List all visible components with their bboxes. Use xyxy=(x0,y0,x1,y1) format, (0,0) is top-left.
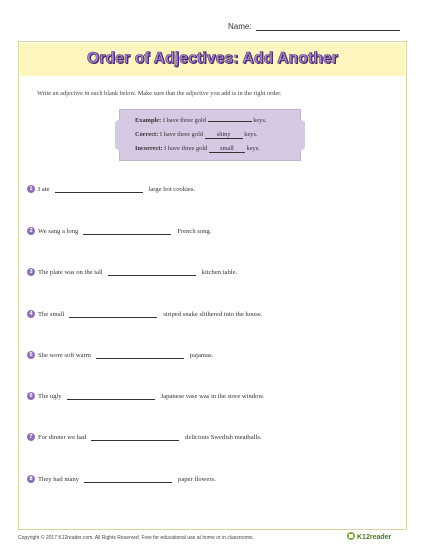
question-number-badge: 8 xyxy=(27,475,35,483)
example-label: Example: xyxy=(135,117,162,124)
question-5 xyxy=(27,351,213,359)
title-band xyxy=(20,43,405,76)
incorrect-blank: small xyxy=(209,146,245,153)
question-number-badge: 2 xyxy=(27,227,35,235)
answer-blank[interactable] xyxy=(96,351,184,359)
question-text-before: The small xyxy=(38,310,65,318)
question-1 xyxy=(27,185,195,193)
question-text-after: large hot cookies. xyxy=(148,185,196,193)
correct-blank: shiny xyxy=(205,132,243,139)
instructions: Write an adjective in each blank below. Make sure that the adjective you add is in the right order. xyxy=(37,90,282,97)
question-text-before: They had many xyxy=(38,475,80,483)
copyright-footer: Copyright © 2017 K12reader.com. All Rights Reserved. Free for educational use at home or in classrooms. xyxy=(18,535,255,541)
correct-line xyxy=(135,131,258,139)
question-6 xyxy=(27,392,264,400)
question-text-after: pajamas. xyxy=(189,351,214,359)
question-7 xyxy=(27,433,262,441)
correct-before: I have three gold xyxy=(159,131,204,138)
answer-blank[interactable] xyxy=(91,433,179,441)
correct-after: keys. xyxy=(244,131,258,138)
question-text-after: Japanese vase was in the store window. xyxy=(160,392,265,400)
name-label: Name: xyxy=(228,22,252,31)
question-text-before: She wore soft warm xyxy=(38,351,91,359)
k12reader-logo xyxy=(346,529,406,543)
worksheet-frame xyxy=(18,41,407,530)
question-text-after: striped snake slithered into the house. xyxy=(163,310,263,318)
example-line xyxy=(135,117,267,124)
logo-text: K12reader xyxy=(357,534,392,541)
example-box xyxy=(119,109,301,161)
worksheet-title: Order of Adjectives: Add Another xyxy=(87,50,338,67)
answer-blank[interactable] xyxy=(67,392,155,400)
question-number-badge: 6 xyxy=(27,392,35,400)
question-number-badge: 7 xyxy=(27,433,35,441)
question-3 xyxy=(27,268,237,276)
example-before: I have three gold xyxy=(162,117,207,124)
name-field xyxy=(228,22,400,31)
logo-book xyxy=(349,534,353,538)
question-text-before: We sang a long xyxy=(38,227,79,235)
incorrect-before: I have three gold xyxy=(164,145,208,152)
name-line[interactable] xyxy=(256,22,400,31)
question-number-badge: 5 xyxy=(27,351,35,359)
answer-blank[interactable] xyxy=(55,185,143,193)
incorrect-label: Incorrect: xyxy=(135,145,163,152)
question-text-after: French song. xyxy=(177,227,212,235)
question-text-after: kitchen table. xyxy=(201,268,238,276)
incorrect-after: keys. xyxy=(246,145,260,152)
answer-blank[interactable] xyxy=(84,475,172,483)
question-number-badge: 1 xyxy=(27,185,35,193)
question-text-before: For dinner we had xyxy=(38,433,87,441)
answer-blank[interactable] xyxy=(69,310,157,318)
question-number-badge: 4 xyxy=(27,310,35,318)
question-number-badge: 3 xyxy=(27,268,35,276)
question-text-before: The ugly xyxy=(38,392,62,400)
question-text-after: delicious Swedish meatballs. xyxy=(185,433,262,441)
answer-blank[interactable] xyxy=(108,268,196,276)
question-text-before: I ate xyxy=(38,185,50,193)
answer-blank[interactable] xyxy=(83,227,171,235)
question-text-after: paper flowers. xyxy=(178,475,216,483)
incorrect-line xyxy=(135,145,260,153)
question-8 xyxy=(27,475,216,483)
example-after: keys. xyxy=(253,117,267,124)
question-2 xyxy=(27,227,211,235)
question-text-before: The plate was on the tall xyxy=(38,268,103,276)
example-blank xyxy=(208,121,252,122)
question-4 xyxy=(27,310,262,318)
correct-label: Correct: xyxy=(135,131,159,138)
